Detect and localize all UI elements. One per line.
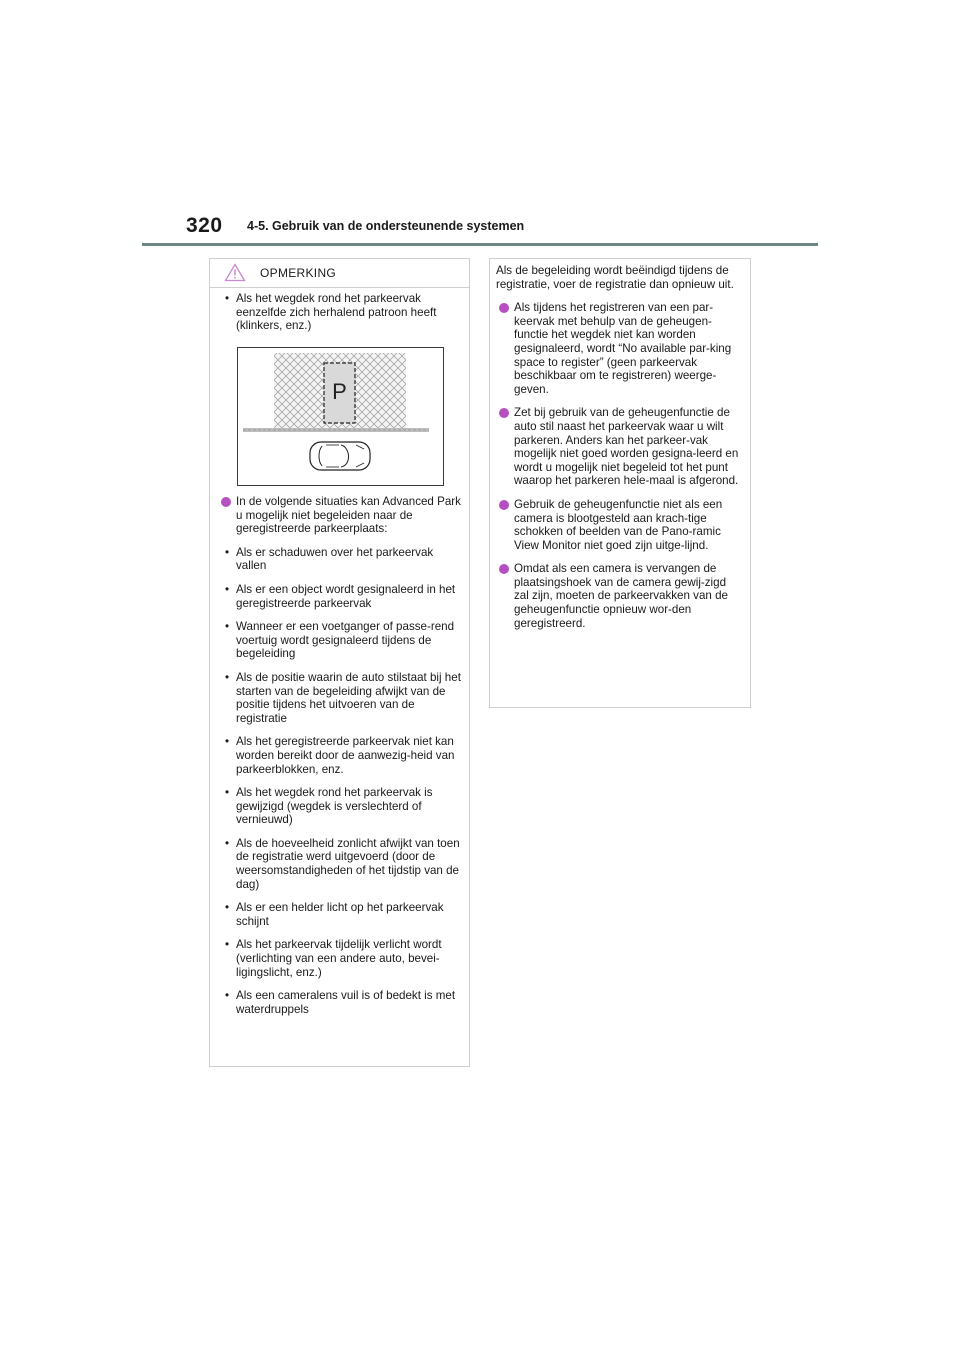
bullet-text: Als het parkeervak tijdelijk verlicht wordt (verlichting van een andere auto, bevei-ligingslicht, enz.) <box>236 938 442 979</box>
list-item <box>218 989 466 1016</box>
notice-title: OPMERKING <box>260 266 337 280</box>
bullet-mark: • <box>225 582 230 596</box>
list-item <box>218 583 466 610</box>
notice-list <box>218 495 466 1026</box>
circle-item-text: Gebruik de geheugenfunctie niet als een camera is blootgesteld aan krach-tige schokken of beelden van de Pano-ramic View Monitor niet goed zijn uitge-lijnd. <box>514 497 723 552</box>
bullet-mark: • <box>225 938 230 952</box>
bullet-mark: • <box>225 292 230 305</box>
bullet-text: Als er een helder licht op het parkeervak schijnt <box>236 901 444 928</box>
notice-box <box>209 258 470 1067</box>
bullet-text: Als de hoeveelheid zonlicht afwijkt van toen de registratie werd uitgevoerd (door de weersomstandigheden of het tijdstip van de dag) <box>236 836 460 891</box>
list-item <box>496 301 744 396</box>
parking-label: P <box>332 379 347 404</box>
page-number: 320 <box>186 214 223 237</box>
bullet-text: Als er een object wordt gesignaleerd in het geregistreerde parkeervak <box>236 582 456 610</box>
circle-bullet-icon <box>221 497 231 507</box>
bullet-text: Als een cameralens vuil is of bedekt is met waterdruppels <box>236 989 456 1016</box>
bullet-mark: • <box>225 836 230 850</box>
list-item <box>496 406 744 488</box>
circle-item-text: Zet bij gebruik van de geheugenfunctie de auto stil naast het parkeervak waar u wilt parkeren. Anders kan het parkeer-vak mogelijk niet goed worden gesigna-leerd en wordt u mogelijk niet begeleid tot het punt waarop het parkeren hele-maal is afgerond. <box>514 406 739 488</box>
bullet-mark: • <box>225 735 230 749</box>
bullet-mark: • <box>225 901 230 915</box>
bullet-mark: • <box>225 545 230 559</box>
bullet-text: Als de positie waarin de auto stilstaat bij het starten van de begeleiding afwijkt van de positie tijdens het uitvoeren van de registratie <box>236 670 461 725</box>
bullet-text: Wanneer er een voetganger of passe-rend voertuig wordt gesignaleerd tijdens de begeleiding <box>236 620 455 661</box>
notice-content <box>218 292 466 343</box>
list-item <box>218 546 466 573</box>
continuation-content <box>496 264 744 640</box>
circle-bullet-icon <box>499 500 509 510</box>
parking-pattern-figure <box>237 347 444 486</box>
bullet-mark: • <box>225 670 230 684</box>
circle-item-text: Als tijdens het registreren van een par-keervak met behulp van de geheugen-functie het wegdek niet kan worden gesignaleerd, wordt “No available par-king space to register” (geen parkeervak beschikbaar om te registreren) weerge-geven. <box>514 301 732 396</box>
list-item <box>218 901 466 928</box>
list-item <box>218 495 466 536</box>
circle-item-text: In de volgende situaties kan Advanced Park u mogelijk niet begeleiden naar de geregistreerde parkeerplaats: <box>236 495 461 536</box>
circle-bullet-icon <box>499 303 509 313</box>
header-rule <box>142 243 818 246</box>
section-title: 4-5. Gebruik van de ondersteunende systemen <box>247 219 525 233</box>
car-icon <box>310 442 370 470</box>
continuation-box <box>489 258 751 708</box>
bullet-mark: • <box>225 786 230 800</box>
list-item <box>496 498 744 552</box>
list-item <box>496 562 744 630</box>
list-item <box>218 735 466 776</box>
intro-bullet-text: Als het wegdek rond het parkeervak eenzelfde zich herhalend patroon heeft (klinkers, enz.) <box>236 292 437 333</box>
circle-bullet-icon <box>499 564 509 574</box>
circle-item-text: Omdat als een camera is vervangen de plaatsingshoek van de camera gewij-zigd zal zijn, moeten de parkeervakken van de geheugenfunctie opnieuw wor-den geregistreerd. <box>514 562 728 630</box>
list-item <box>218 837 466 891</box>
notice-header <box>210 259 469 288</box>
bullet-text: Als het geregistreerde parkeervak niet kan worden bereikt door de aanwezig-heid van parkeerblokken, enz. <box>236 735 455 776</box>
bullet-text: Als er schaduwen over het parkeervak vallen <box>236 545 434 573</box>
list-item <box>218 292 466 333</box>
bullet-mark: • <box>225 620 230 634</box>
list-item <box>218 671 466 725</box>
intro-paragraph: Als de begeleiding wordt beëindigd tijdens de registratie, voer de registratie dan opnieuw uit. <box>496 264 734 291</box>
list-item <box>218 938 466 979</box>
bullet-text: Als het wegdek rond het parkeervak is gewijzigd (wegdek is verslechterd of vernieuwd) <box>236 786 433 827</box>
circle-bullet-icon <box>499 408 509 418</box>
bullet-mark: • <box>225 989 230 1003</box>
list-item <box>218 786 466 827</box>
warning-triangle-icon <box>224 263 246 287</box>
list-item <box>218 620 466 661</box>
